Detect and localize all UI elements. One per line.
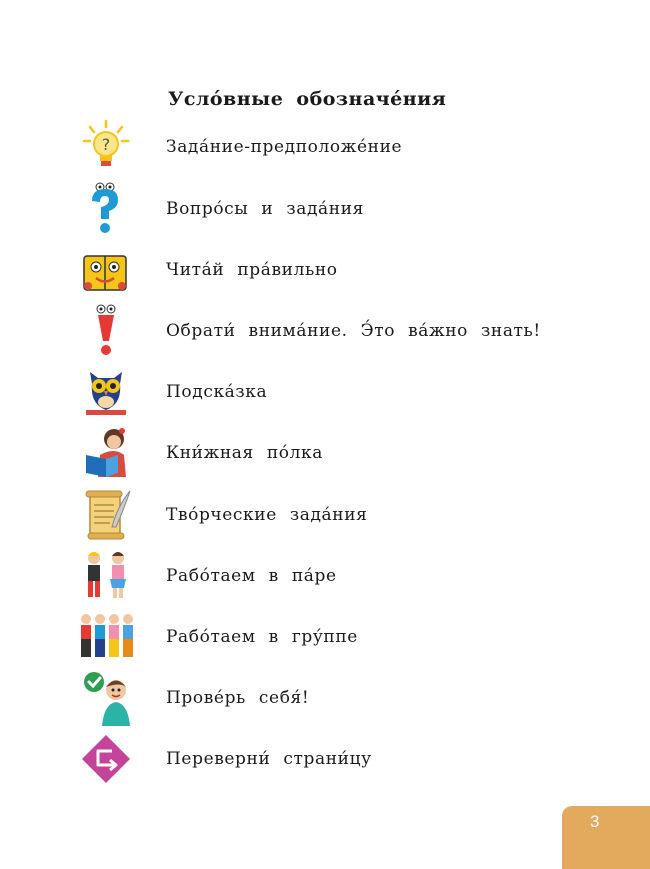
legend-label: Рабо́таем в па́ре (166, 566, 337, 586)
page-number: 3 (590, 812, 600, 831)
legend-item-bookshelf (78, 425, 598, 481)
check-boy-icon (78, 670, 138, 726)
legend-label: Чита́й пра́вильно (166, 260, 338, 280)
legend-item-self-check (78, 670, 598, 726)
page-number-tab (562, 806, 650, 869)
legend-item-attention (78, 303, 598, 359)
legend-label: Подска́зка (166, 382, 268, 402)
legend-label: Вопро́сы и зада́ния (166, 199, 364, 219)
legend-item-hint (78, 364, 598, 420)
pair-children-icon (78, 548, 138, 604)
lightbulb-question-icon (78, 119, 138, 175)
legend-label: Рабо́таем в гру́ппе (166, 627, 358, 647)
legend-item-questions (78, 181, 598, 237)
legend-item-group-work (78, 609, 598, 665)
legend-label: Зада́ние-предположе́ние (166, 137, 403, 157)
svg-text:?: ? (101, 135, 111, 154)
legend-label: Прове́рь себя́! (166, 688, 310, 708)
legend-label: Кни́жная по́лка (166, 443, 323, 463)
scroll-quill-icon (78, 487, 138, 543)
girl-reading-book-icon (78, 425, 138, 481)
legend-label: Обрати́ внима́ние. Э́то ва́жно знать! (166, 321, 541, 341)
legend-label: Переверни́ страни́цу (166, 749, 372, 769)
legend-label: Тво́рческие зада́ния (166, 505, 368, 525)
legend-item-hypothesis (78, 119, 598, 175)
page-title: Усло́вные обозначе́ния (168, 88, 447, 110)
legend-item-read-correctly (78, 242, 598, 298)
question-mark-character-icon (78, 181, 138, 237)
legend-item-pair-work (78, 548, 598, 604)
legend-item-turn-page (78, 731, 598, 787)
turn-page-arrow-icon (78, 731, 138, 787)
exclamation-mark-character-icon (78, 303, 138, 359)
reading-book-character-icon (78, 242, 138, 298)
legend-item-creative (78, 487, 598, 543)
owl-icon (78, 364, 138, 420)
group-children-icon (78, 609, 138, 665)
